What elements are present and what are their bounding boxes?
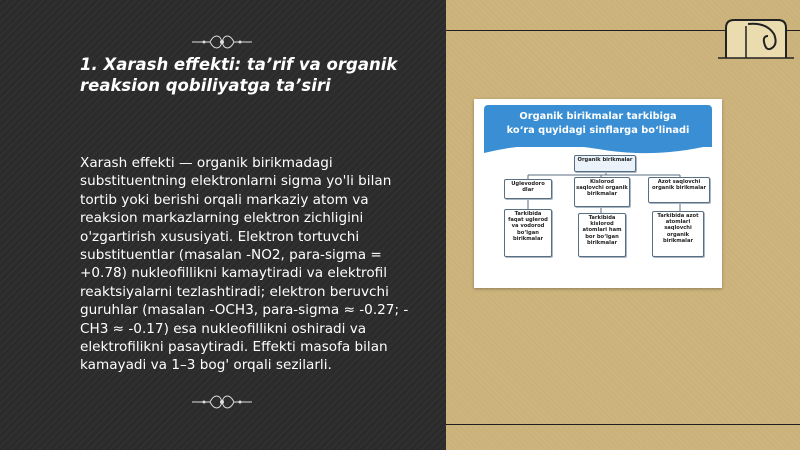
slide-title: 1. Xarash effekti: ta’rif va organik reaksion qobiliyatga ta’siri bbox=[80, 55, 398, 95]
gold-panel-line-bottom bbox=[446, 424, 800, 425]
diagram-level2-box: Tarkibida azot atomlari saqlovchi organik birikmalar bbox=[652, 211, 704, 257]
diagram-title-line1: Organik birikmalar tarkibiga bbox=[519, 111, 677, 122]
flourish-divider-bottom-icon bbox=[190, 392, 254, 412]
binder-clip-icon bbox=[718, 18, 794, 84]
diagram-level1-box: Kislorod saqlovchi organik birikmalar bbox=[574, 177, 630, 207]
diagram-image bbox=[474, 99, 722, 288]
diagram-level2-box: Tarkibida kislorod atomlari ham bor bo‘lgan birikmalar bbox=[578, 213, 626, 257]
diagram-level2-box: Tarkibida faqat uglerod va vodorod bo‘lgan birikmalar bbox=[504, 209, 552, 257]
diagram-root-box: Organik birikmalar bbox=[574, 155, 636, 172]
diagram-level1-box: Uglevodoro dlar bbox=[504, 179, 552, 199]
slide-body-text: Xarash effekti — organik birikmadagi substituentning elektronlarni sigma yo'li bilan tortib yoki berishi orqali markaziy atom va reaksion markazlarning elektron zichligini o'zgartirish xususiyati. Elektron tortuvchi substituentlar (masalan -NO2, para-sigma = +0.78) nukleofillikni kamaytiradi va elektrofil reaktsiyalarni tezlashtiradi; elektron beruvchi guruhlar (masalan -OCH3, para-sigma ≈ -0.27; -CH3 ≈ -0.17) esa nukleofillikni oshiradi va elektrofilikni pasaytiradi. Effekti masofa bilan kamayadi va 1–3 bog' orqali sezilarli. bbox=[80, 155, 409, 374]
flourish-divider-top-icon bbox=[190, 32, 254, 52]
diagram-title-line2: ko‘ra quyidagi sinflarga bo‘linadi bbox=[506, 125, 690, 136]
diagram-level1-box: Azot saqlovchi organik birikmalar bbox=[648, 177, 710, 203]
